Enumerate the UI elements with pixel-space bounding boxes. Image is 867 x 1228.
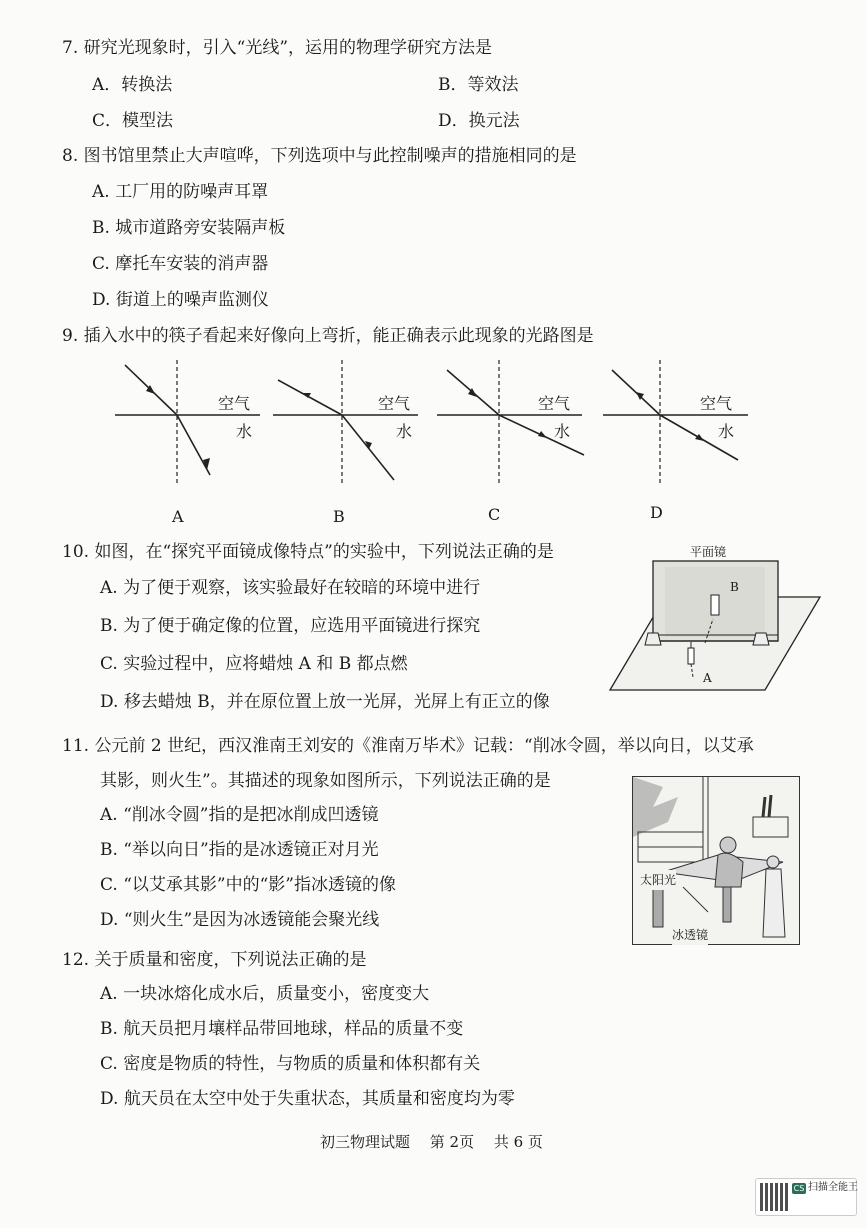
q9-stem: 9. 插入水中的筷子看起来好像向上弯折，能正确表示此现象的光路图是 [62,326,594,346]
q10-figure-label-a: A [703,671,712,685]
q10-option-b: B. 为了便于确定像的位置，应选用平面镜进行探究 [100,616,481,636]
ice-lens-illustration [632,776,800,945]
q9-option-b-label: B [333,507,345,526]
scanner-logo: CS [793,1184,805,1193]
q12-option-c: C. 密度是物质的特性，与物质的质量和体积都有关 [100,1054,481,1074]
q9-option-a-label: A [172,507,184,526]
q11-figure-sun-label: 太阳光 [640,870,676,890]
q9-air-label-c: 空气 [538,394,571,413]
page-footer: 初三物理试题 第 2页 共 6 页 [320,1133,543,1151]
scanner-watermark [755,1178,857,1216]
q9-air-label-b: 空气 [378,394,411,413]
q10-option-c: C. 实验过程中，应将蜡烛 A 和 B 都点燃 [100,654,408,674]
q9-air-label-d: 空气 [700,394,733,413]
q8-option-a: A. 工厂用的防噪声耳罩 [92,182,269,202]
q11-option-c: C. “以艾承其影”中的“影”指冰透镜的像 [100,875,396,895]
q8-option-c: C. 摩托车安装的消声器 [92,254,269,274]
q11-option-d: D. “则火生”是因为冰透镜能会聚光线 [100,910,380,930]
q10-stem: 10. 如图，在“探究平面镜成像特点”的实验中，下列说法正确的是 [62,542,554,562]
q10-option-a: A. 为了便于观察，该实验最好在较暗的环境中进行 [100,578,481,598]
q11-stem-line1: 11. 公元前 2 世纪，西汉淮南王刘安的《淮南万毕术》记载：“削冰令圆，举以向日，以艾承 [62,736,754,756]
q7-option-b: B．等效法 [438,75,519,95]
q7-option-a: A．转换法 [92,75,173,95]
q8-option-d: D. 街道上的噪声监测仪 [92,290,269,310]
q12-option-a: A. 一块冰熔化成水后，质量变小，密度变大 [100,984,430,1004]
q7-option-d: D．换元法 [438,111,520,131]
q9-water-label-c: 水 [554,422,571,441]
q11-option-a: A. “削冰令圆”指的是把冰削成凹透镜 [100,805,379,825]
q9-option-d-label: D [650,503,663,522]
plane-mirror-figure [605,555,825,695]
q7-stem: 7. 研究光现象时，引入“光线”，运用的物理学研究方法是 [62,38,493,58]
qr-code-icon [760,1183,788,1211]
q12-option-b: B. 航天员把月壤样品带回地球，样品的质量不变 [100,1019,464,1039]
q11-figure-lens-label: 冰透镜 [672,925,708,945]
q9-option-c-label: C [488,505,501,524]
q8-option-b: B. 城市道路旁安装隔声板 [92,218,286,238]
scanner-name: 扫描全能王 [808,1182,858,1193]
q12-stem: 12. 关于质量和密度，下列说法正确的是 [62,950,367,970]
q10-figure-title: 平面镜 [690,545,727,559]
q11-stem-line2: 其影，则火生”。其描述的现象如图所示，下列说法正确的是 [100,771,551,791]
q12-option-d: D. 航天员在太空中处于失重状态，其质量和密度均为零 [100,1089,515,1109]
q8-stem: 8. 图书馆里禁止大声喧哗，下列选项中与此控制噪声的措施相同的是 [62,146,577,166]
q9-water-label-d: 水 [718,422,735,441]
q9-air-label-a: 空气 [218,394,251,413]
q10-option-d: D. 移去蜡烛 B，并在原位置上放一光屏，光屏上有正立的像 [100,692,550,712]
q9-water-label-a: 水 [236,422,253,441]
q9-water-label-b: 水 [396,422,413,441]
q10-figure-label-b: B [730,580,739,594]
q7-option-c: C．模型法 [92,111,174,131]
q11-option-b: B. “举以向日”指的是冰透镜正对月光 [100,840,379,860]
